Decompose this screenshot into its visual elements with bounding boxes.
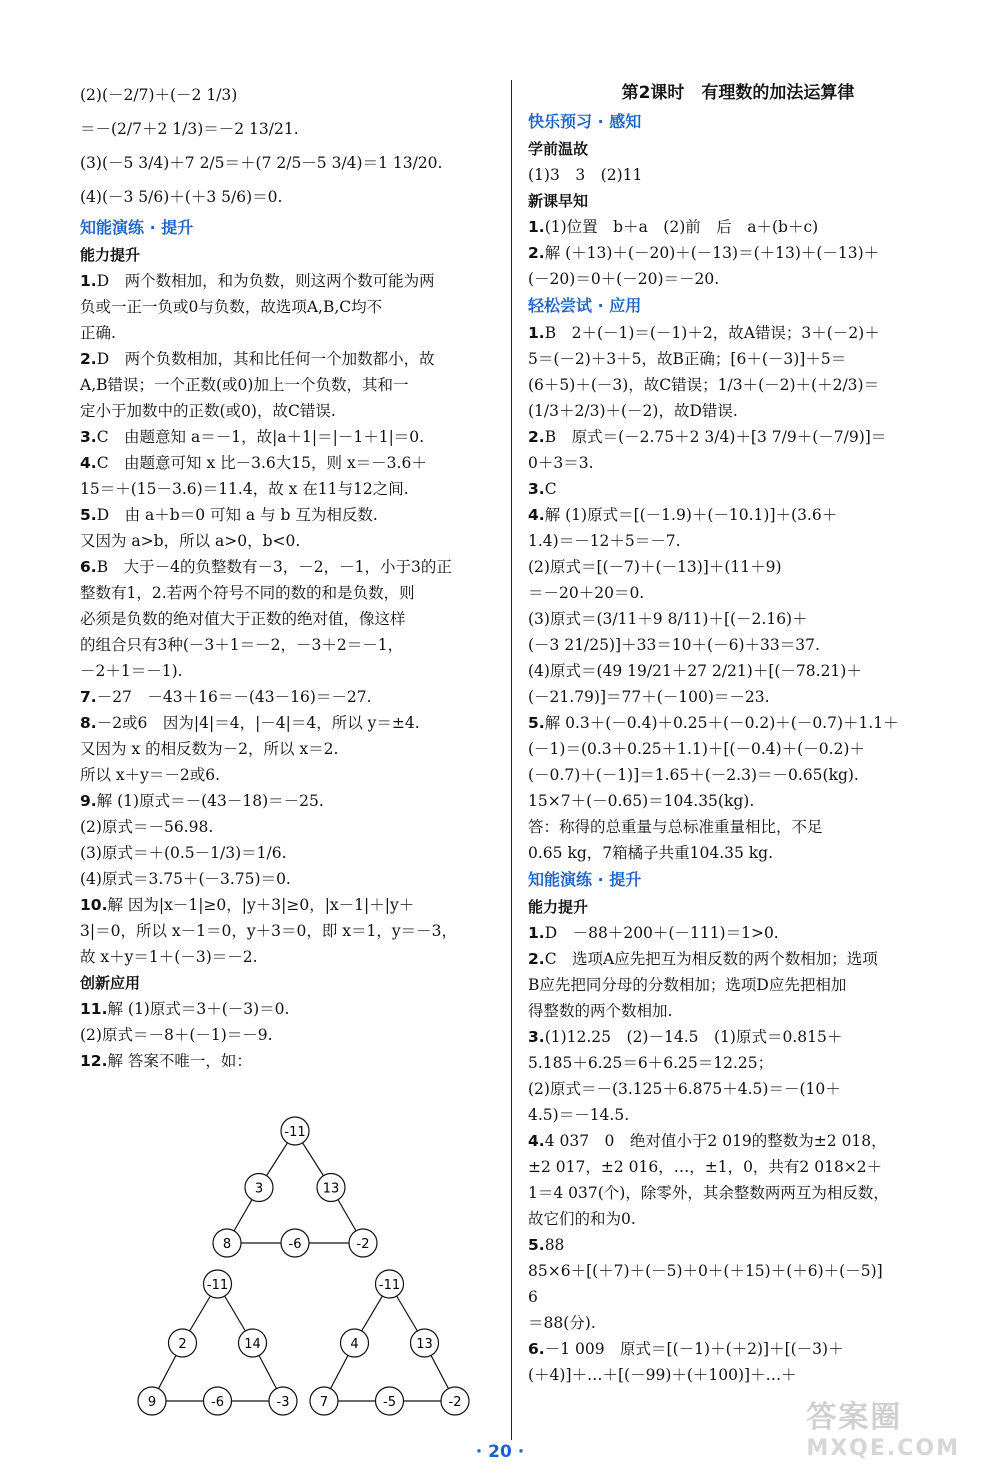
column-divider bbox=[511, 80, 512, 1440]
triangle-node bbox=[281, 1229, 309, 1257]
triangle-node bbox=[269, 1387, 297, 1415]
right-column bbox=[528, 78, 948, 1388]
triangle-node-value: -3 bbox=[276, 1395, 290, 1410]
answer-text: C 由题意知 a＝－1，故|a＋1|＝|－1＋1|＝0. bbox=[96, 428, 425, 446]
item-number: 1. bbox=[528, 324, 545, 342]
triangle-node-value: 8 bbox=[222, 1237, 232, 1252]
triangle-node bbox=[169, 1329, 197, 1357]
answer-text: (4)原式＝3.75＋(－3.75)＝0. bbox=[80, 870, 291, 888]
answer-text: B 大于－4的负整数有－3，－2，－1，小于3的正 bbox=[96, 558, 452, 576]
answer-text: (2)原式＝[(－7)＋(－13)]＋(11＋9) bbox=[528, 558, 782, 576]
answer-line bbox=[528, 1180, 948, 1206]
triangle-node bbox=[281, 1117, 309, 1145]
answer-text: －27 －43＋16＝－(43－16)＝－27. bbox=[96, 688, 372, 706]
answer-text: 又因为 x 的相反数为－2，所以 x＝2. bbox=[80, 740, 339, 758]
answer-text: 又因为 a>b，所以 a>0，b<0. bbox=[80, 532, 301, 550]
answer-line bbox=[528, 1154, 948, 1180]
triangle-node-value: 13 bbox=[416, 1337, 433, 1352]
answer-line bbox=[80, 372, 500, 398]
answer-text: (4)原式＝(49 19/21＋27 2/21)＋[(－78.21)＋ bbox=[528, 662, 862, 680]
answer-text: －2＋1＝－1). bbox=[80, 662, 183, 680]
subsection-heading: 新课早知 bbox=[528, 192, 589, 210]
answer-text: 5.185＋6.25＝6＋6.25＝12.25； bbox=[528, 1054, 774, 1072]
answer-text: 负或一正一负或0与负数，故选项A,B,C均不 bbox=[80, 298, 383, 316]
answer-line bbox=[80, 294, 500, 320]
item-number: 5. bbox=[80, 506, 97, 524]
answer-line bbox=[80, 450, 500, 476]
answer-text: (3)原式＝(3/11＋9 8/11)＋[(－2.16)＋ bbox=[528, 610, 808, 628]
answer-line bbox=[528, 580, 948, 606]
answer-text: (2)原式＝－56.98. bbox=[80, 818, 214, 836]
answer-text: 0＋3＝3. bbox=[528, 454, 594, 472]
item-number: 8. bbox=[80, 714, 97, 732]
answer-text: 故 x＋y＝1＋(－3)＝－2. bbox=[80, 948, 258, 966]
answer-text: 解 (1)原式＝3＋(－3)＝0. bbox=[107, 1000, 290, 1018]
answer-text: (2)原式＝－(3.125＋6.875＋4.5)＝－(10＋ bbox=[528, 1080, 841, 1098]
expr-2: (2)(－2/7)＋(－2 1/3) bbox=[80, 86, 238, 104]
answer-text: －2或6 因为|4|＝4，|－4|＝4，所以 y＝±4. bbox=[96, 714, 420, 732]
answer-line bbox=[80, 268, 500, 294]
triangle-node-value: 4 bbox=[350, 1337, 359, 1352]
item-number: 4. bbox=[528, 506, 545, 524]
answer-text: 解 答案不唯一，如： bbox=[107, 1052, 252, 1070]
answer-text: 6 bbox=[528, 1288, 538, 1306]
answer-text: (3)原式＝＋(0.5－1/3)＝1/6. bbox=[80, 844, 287, 862]
section-heading: 知能演练 · 提升 bbox=[80, 218, 194, 237]
answer-line bbox=[80, 1022, 500, 1048]
answer-line bbox=[80, 840, 500, 866]
answer-line bbox=[528, 320, 948, 346]
answer-line bbox=[528, 1076, 948, 1102]
subsection-heading: 能力提升 bbox=[528, 898, 589, 916]
triangle-node-value: 2 bbox=[178, 1337, 187, 1352]
section-heading: 快乐预习 · 感知 bbox=[528, 112, 642, 131]
number-triangle-1 bbox=[205, 1115, 385, 1260]
answer-line bbox=[528, 1024, 948, 1050]
subsection-heading: 创新应用 bbox=[80, 974, 141, 992]
section-heading: 轻松尝试 · 应用 bbox=[528, 296, 642, 315]
triangle-node-value: 3 bbox=[254, 1181, 264, 1197]
answer-line bbox=[528, 762, 948, 788]
subsection-heading: 学前温故 bbox=[528, 140, 589, 158]
answer-line bbox=[528, 1050, 948, 1076]
item-number: 6. bbox=[528, 1340, 545, 1358]
answer-list bbox=[528, 214, 948, 292]
triangle-node-value: -6 bbox=[288, 1237, 302, 1252]
answer-line bbox=[80, 528, 500, 554]
answer-text: 得整数的两个数相加. bbox=[528, 1002, 673, 1020]
answer-text: 故它们的和为0. bbox=[528, 1210, 636, 1228]
item-number: 12. bbox=[80, 1052, 108, 1070]
answer-line bbox=[528, 1102, 948, 1128]
answer-line bbox=[80, 580, 500, 606]
answer-list bbox=[80, 268, 500, 970]
answer-text: B应先把同分母的分数相加；选项D应先把相加 bbox=[528, 976, 847, 994]
answer-line bbox=[80, 736, 500, 762]
answer-line bbox=[80, 502, 500, 528]
answer-text: 答：称得的总重量与总标准重量相比，不足 bbox=[528, 818, 823, 836]
answer-line bbox=[528, 424, 948, 450]
answer-text: 15＝＋(15－3.6)＝11.4，故 x 在11与12之间. bbox=[80, 480, 409, 498]
answer-line bbox=[528, 372, 948, 398]
answer-text: 解 (1)原式＝[(－1.9)＋(－10.1)]＋(3.6＋ bbox=[544, 506, 838, 524]
answer-text: 解 (＋13)＋(－20)＋(－13)＝(＋13)＋(－13)＋ bbox=[544, 244, 880, 262]
item-number: 9. bbox=[80, 792, 97, 810]
answer-line bbox=[528, 736, 948, 762]
answer-line bbox=[528, 346, 948, 372]
answer-text: ＝88(分). bbox=[528, 1314, 596, 1332]
answer-text: 的组合只有3种(－3＋1＝－2，－3＋2＝－1， bbox=[80, 636, 404, 654]
answer-line bbox=[528, 1258, 948, 1284]
answer-line bbox=[528, 450, 948, 476]
section-heading: 知能演练 · 提升 bbox=[528, 870, 642, 889]
triangle-node-value: 7 bbox=[319, 1395, 329, 1410]
triangle-node-value: -11 bbox=[378, 1278, 401, 1293]
answer-text: －1 009 原式＝[(－1)＋(＋2)]＋[(－3)＋ bbox=[544, 1340, 844, 1358]
answer-line bbox=[80, 346, 500, 372]
answer-text: 0.65 kg，7箱橘子共重104.35 kg. bbox=[528, 844, 774, 862]
lesson-title: 第2课时 有理数的加法运算律 bbox=[621, 83, 855, 103]
answer-line bbox=[528, 788, 948, 814]
answer-line bbox=[80, 866, 500, 892]
answer-text: 所以 x＋y＝－2或6. bbox=[80, 766, 221, 784]
item-number: 5. bbox=[528, 714, 545, 732]
answer-text: 正确. bbox=[80, 324, 116, 342]
expr-2-result: ＝－(2/7＋2 1/3)＝－2 13/21. bbox=[80, 120, 299, 138]
answer-line bbox=[80, 710, 500, 736]
answer-text: 解 0.3＋(－0.4)＋0.25＋(－0.2)＋(－0.7)＋1.1＋ bbox=[544, 714, 899, 732]
item-number: 11. bbox=[80, 1000, 108, 1018]
answer-line bbox=[528, 632, 948, 658]
item-number: 1. bbox=[528, 218, 545, 236]
answer-line bbox=[80, 918, 500, 944]
answer-line bbox=[528, 606, 948, 632]
answer-text: (－1)＝(0.3＋0.25＋1.1)＋[(－0.4)＋(－0.2)＋ bbox=[528, 740, 865, 758]
answer-line bbox=[80, 1048, 500, 1074]
answer-line bbox=[80, 606, 500, 632]
item-number: 2. bbox=[528, 950, 545, 968]
triangle-node bbox=[349, 1229, 377, 1257]
answer-text: (－21.79)]＝77＋(－100)＝－23. bbox=[528, 688, 770, 706]
answer-text: (1/3＋2/3)＋(－2)，故D错误. bbox=[528, 402, 738, 420]
answer-line bbox=[80, 814, 500, 840]
answer-line bbox=[528, 998, 948, 1024]
triangle-node bbox=[411, 1329, 439, 1357]
answer-line bbox=[80, 892, 500, 918]
triangle-node bbox=[341, 1329, 369, 1357]
answer-list bbox=[528, 920, 948, 1388]
answer-line bbox=[80, 944, 500, 970]
answer-text: (－3 21/25)]＋33＝10＋(－6)＋33＝37. bbox=[528, 636, 820, 654]
answer-text: 4.5)＝－14.5. bbox=[528, 1106, 630, 1124]
triangle-node bbox=[204, 1387, 232, 1415]
answer-line bbox=[528, 554, 948, 580]
number-triangle-3 bbox=[302, 1268, 477, 1418]
answer-text: 15×7＋(－0.65)＝104.35(kg). bbox=[528, 792, 755, 810]
answer-line bbox=[528, 1310, 948, 1336]
answer-text: (1)位置 b＋a (2)前 后 a＋(b＋c) bbox=[544, 218, 819, 236]
answer-line bbox=[528, 946, 948, 972]
item-number: 7. bbox=[80, 688, 97, 706]
answer-text: C bbox=[544, 480, 557, 498]
answer-text: (－0.7)＋(－1)]＝1.65＋(－2.3)＝－0.65(kg). bbox=[528, 766, 859, 784]
triangle-node bbox=[138, 1387, 166, 1415]
item-number: 5. bbox=[528, 1236, 545, 1254]
triangle-node bbox=[213, 1229, 241, 1257]
item-number: 6. bbox=[80, 558, 97, 576]
item-number: 10. bbox=[80, 896, 108, 914]
triangle-node-value: -2 bbox=[356, 1237, 370, 1252]
answer-text: C 由题意可知 x 比－3.6大15，则 x＝－3.6＋ bbox=[96, 454, 427, 472]
answer-line bbox=[528, 972, 948, 998]
answer-line bbox=[528, 840, 948, 866]
answer-text: A,B错误；一个正数(或0)加上一个负数，其和一 bbox=[80, 376, 409, 394]
triangle-node bbox=[441, 1387, 469, 1415]
answer-text: 5＝(－2)＋3＋5，故B正确；[6＋(－3)]＋5＝ bbox=[528, 350, 847, 368]
triangle-node-value: -11 bbox=[206, 1278, 229, 1293]
answer-text: 85×6＋[(＋7)＋(－5)＋0＋(＋15)＋(＋6)＋(－5)] bbox=[528, 1262, 883, 1280]
answer-line bbox=[528, 684, 948, 710]
answer-line bbox=[528, 1284, 948, 1310]
triangle-node-value: 9 bbox=[147, 1395, 157, 1410]
expr-3: (3)(－5 3/4)＋7 2/5＝＋(7 2/5－5 3/4)＝1 13/20. bbox=[80, 154, 443, 172]
answer-line bbox=[80, 320, 500, 346]
answer-line bbox=[528, 814, 948, 840]
answer-text: (6＋5)＋(－3)，故C错误；1/3＋(－2)＋(＋2/3)＝ bbox=[528, 376, 880, 394]
answer-line bbox=[528, 240, 948, 266]
item-number: 3. bbox=[528, 1028, 545, 1046]
review-answer: (1)3 3 (2)11 bbox=[528, 166, 643, 184]
answer-text: 定小于加数中的正数(或0)，故C错误. bbox=[80, 402, 336, 420]
answer-text: D 两个数相加，和为负数，则这两个数可能为两 bbox=[96, 272, 435, 290]
answer-text: ±2 017，±2 016，…，±1，0，共有2 018×2＋ bbox=[528, 1158, 883, 1176]
triangle-node-value: -5 bbox=[383, 1395, 396, 1410]
answer-line bbox=[528, 214, 948, 240]
answer-text: 88 bbox=[544, 1236, 565, 1254]
answer-text: B 原式＝(－2.75＋2 3/4)＋[3 7/9＋(－7/9)]＝ bbox=[544, 428, 887, 446]
answer-line bbox=[80, 424, 500, 450]
answer-line bbox=[80, 554, 500, 580]
item-number: 1. bbox=[528, 924, 545, 942]
answer-line bbox=[80, 632, 500, 658]
item-number: 1. bbox=[80, 272, 97, 290]
answer-text: 整数有1，2.若两个符号不同的数的和是负数，则 bbox=[80, 584, 415, 602]
triangle-node bbox=[239, 1329, 267, 1357]
answer-line bbox=[80, 684, 500, 710]
answer-text: 3|＝0，所以 x－1＝0，y＋3＝0，即 x＝1，y＝－3， bbox=[80, 922, 457, 940]
item-number: 3. bbox=[80, 428, 97, 446]
triangle-node bbox=[245, 1174, 273, 1202]
triangle-node-value: -2 bbox=[448, 1395, 462, 1410]
answer-line bbox=[528, 1232, 948, 1258]
answer-line bbox=[528, 710, 948, 736]
answer-line bbox=[528, 1336, 948, 1362]
triangle-node-value: -6 bbox=[211, 1395, 224, 1410]
watermark-logo: 答案圈 MXQE.COM bbox=[806, 1400, 960, 1461]
triangle-node-value: -11 bbox=[284, 1125, 306, 1140]
answer-line bbox=[528, 398, 948, 424]
answer-text: C 选项A应先把互为相反数的两个数相加；选项 bbox=[544, 950, 878, 968]
subsection-heading: 能力提升 bbox=[80, 246, 141, 264]
triangle-node bbox=[376, 1270, 404, 1298]
answer-list bbox=[80, 996, 500, 1074]
answer-line bbox=[528, 920, 948, 946]
item-number: 2. bbox=[80, 350, 97, 368]
answer-text: (2)原式＝－8＋(－1)＝－9. bbox=[80, 1026, 273, 1044]
answer-line bbox=[528, 1128, 948, 1154]
triangle-node bbox=[317, 1174, 345, 1202]
answer-text: 必须是负数的绝对值大于正数的绝对值，像这样 bbox=[80, 610, 406, 628]
triangle-node-value: 13 bbox=[322, 1181, 340, 1197]
answer-text: ＝－20＋20＝0. bbox=[528, 584, 645, 602]
answer-line bbox=[80, 762, 500, 788]
item-number: 4. bbox=[80, 454, 97, 472]
left-column bbox=[80, 78, 500, 1074]
triangle-node bbox=[204, 1270, 232, 1298]
answer-line bbox=[80, 398, 500, 424]
answer-line bbox=[528, 1362, 948, 1388]
item-number: 2. bbox=[528, 428, 545, 446]
triangle-node bbox=[310, 1387, 338, 1415]
answer-text: 1＝4 037(个)，除零外，其余整数两两互为相反数， bbox=[528, 1184, 889, 1202]
answer-line bbox=[80, 476, 500, 502]
answer-line bbox=[80, 658, 500, 684]
page-number: · 20 · bbox=[475, 1442, 525, 1462]
answer-line bbox=[528, 502, 948, 528]
answer-text: 1.4)＝－12＋5＝－7. bbox=[528, 532, 681, 550]
number-triangle-2 bbox=[130, 1268, 305, 1418]
answer-text: (－20)＝0＋(－20)＝－20. bbox=[528, 270, 720, 288]
expr-4: (4)(－3 5/6)＋(＋3 5/6)＝0. bbox=[80, 188, 283, 206]
answer-text: D 两个负数相加，其和比任何一个加数都小，故 bbox=[96, 350, 435, 368]
item-number: 2. bbox=[528, 244, 545, 262]
answer-line bbox=[80, 996, 500, 1022]
answer-text: B 2＋(－1)＝(－1)＋2，故A错误；3＋(－2)＋ bbox=[544, 324, 880, 342]
answer-text: (＋4)]＋…＋[(－99)＋(＋100)]＋…＋ bbox=[528, 1366, 797, 1384]
answer-text: (1)12.25 (2)－14.5 (1)原式＝0.815＋ bbox=[544, 1028, 843, 1046]
answer-line bbox=[528, 658, 948, 684]
triangle-node bbox=[376, 1387, 404, 1415]
answer-text: 4 037 0 绝对值小于2 019的整数为±2 018， bbox=[544, 1132, 887, 1150]
answer-text: D 由 a＋b＝0 可知 a 与 b 互为相反数. bbox=[96, 506, 378, 524]
answer-text: D －88＋200＋(－111)＝1>0. bbox=[544, 924, 779, 942]
item-number: 4. bbox=[528, 1132, 545, 1150]
answer-text: 解 因为|x－1|≥0，|y＋3|≥0，|x－1|＋|y＋ bbox=[107, 896, 415, 914]
answer-line bbox=[528, 528, 948, 554]
answer-line bbox=[80, 788, 500, 814]
answer-line bbox=[528, 476, 948, 502]
answer-text: 解 (1)原式＝－(43－18)＝－25. bbox=[96, 792, 324, 810]
triangle-node-value: 14 bbox=[244, 1337, 261, 1352]
answer-line bbox=[528, 266, 948, 292]
answer-line bbox=[528, 1206, 948, 1232]
answer-list bbox=[528, 320, 948, 866]
item-number: 3. bbox=[528, 480, 545, 498]
